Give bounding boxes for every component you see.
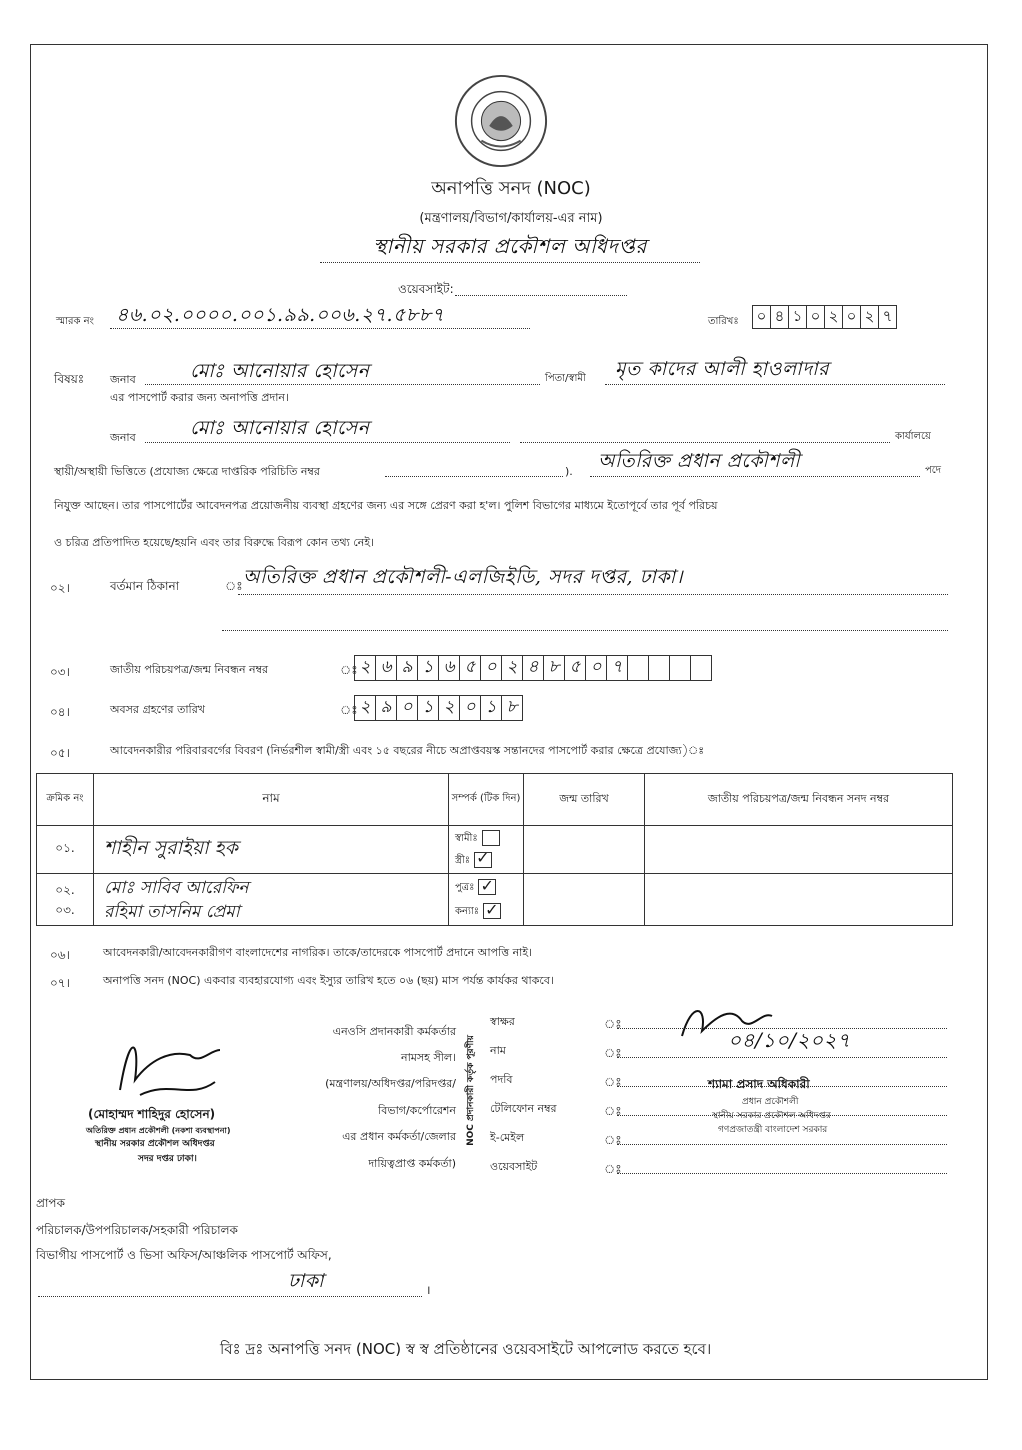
recipient-city: ঢাকা xyxy=(288,1270,325,1292)
retire-digit: ০ xyxy=(396,695,418,721)
item-06-text: আবেদনকারী/আবেদনকারীগণ বাংলাদেশের নাগরিক। তাকে/তাদেরকে পাসপোর্ট প্রদানে আপত্তি নাই। xyxy=(103,946,533,959)
serial-2: ০২. xyxy=(55,882,75,897)
issuer-line: বিভাগ/কর্পোরেশন xyxy=(378,1104,456,1117)
row-serial: ০১. xyxy=(37,826,94,874)
item-06-number: ০৬। xyxy=(50,948,70,962)
nid-digit: ৬ xyxy=(375,655,397,681)
field-label: ই-মেইল xyxy=(490,1131,525,1144)
daughter-name: রহিমা তাসনিম প্রেমা xyxy=(104,901,240,922)
field-label: নাম xyxy=(490,1044,506,1057)
field-label: স্বাক্ষর xyxy=(490,1015,515,1028)
office-name: স্থানীয় সরকার প্রকৌশল অধিদপ্তর xyxy=(373,234,647,258)
body-applicant-name: মোঃ আনোয়ার হোসেন xyxy=(190,417,370,439)
nid-digit xyxy=(690,655,712,681)
date-digit: ২ xyxy=(824,305,843,329)
nid-digit: ৭ xyxy=(606,655,628,681)
vertical-note: NOC প্রদানকারী কর্তৃক পূরণীয় xyxy=(465,1035,476,1146)
retire-digit: ২ xyxy=(354,695,376,721)
wife-checkbox[interactable] xyxy=(474,852,492,868)
husband-checkbox[interactable] xyxy=(482,830,500,846)
official-id-line xyxy=(385,476,563,477)
issuer-line: (মন্ত্রণালয়/অধিদপ্তর/পরিদপ্তর/ xyxy=(325,1077,456,1090)
table-row xyxy=(37,826,953,874)
nid-digit: ৯ xyxy=(396,655,418,681)
nid-digit: ৮ xyxy=(543,655,565,681)
body-line3: নিযুক্ত আছেন। তার পাসপোর্টের আবেদনপত্র প্রয়োজনীয় ব্যবস্থা গ্রহণের জন্য এর সঙ্গে প্রেরণ করা হ'ল। পুলিশ বিভাগের মাধ্যমে ইতোপূর্বে তার পূর্ব পরিচয় xyxy=(54,499,718,512)
retire-digit: ১ xyxy=(417,695,439,721)
nid-digit: ০ xyxy=(480,655,502,681)
row-name: শাহীন সুরাইয়া হক xyxy=(94,826,449,874)
website-line xyxy=(455,295,627,296)
item-07-number: ০৭। xyxy=(50,976,70,990)
office-line xyxy=(520,442,890,443)
row-relation xyxy=(449,826,524,874)
recipient-line-2: বিভাগীয় পাসপোর্ট ও ভিসা অফিস/আঞ্চলিক পাসপোর্ট অফিস, xyxy=(36,1248,332,1262)
row-nid xyxy=(645,874,953,926)
issuer-line: নামসহ সীল। xyxy=(401,1051,456,1064)
memo-label: স্মারক নং xyxy=(56,316,94,327)
row-relation xyxy=(449,874,524,926)
stamp-name: শ্যামা প্রসাদ অধিকারী xyxy=(708,1077,810,1091)
recipient-city-line xyxy=(38,1296,422,1297)
row-dob xyxy=(524,826,645,874)
header-name: নাম xyxy=(94,774,449,826)
date-digit: ৪ xyxy=(770,305,789,329)
relation-label: স্বামীঃ xyxy=(455,832,478,844)
father-label: পিতা/স্বামী xyxy=(545,373,586,384)
nid-digit xyxy=(669,655,691,681)
government-seal-icon xyxy=(452,72,550,170)
item-04-number: ০৪। xyxy=(50,705,70,719)
header-relation: সম্পর্ক (টিক দিন) xyxy=(449,774,524,826)
page-title: অনাপত্তি সনদ (NOC) xyxy=(431,178,591,199)
date-digit: ০ xyxy=(842,305,861,329)
website-field-line xyxy=(617,1173,947,1174)
table-row xyxy=(37,874,953,926)
nid-digit: ৫ xyxy=(459,655,481,681)
field-label: ওয়েবসাইট xyxy=(490,1160,538,1173)
name-line xyxy=(617,1057,947,1058)
serial-3: ০৩. xyxy=(55,902,75,917)
retire-digit: ২ xyxy=(438,695,460,721)
retire-digit: ৯ xyxy=(375,695,397,721)
stamp-title: প্রধান প্রকৌশলী xyxy=(742,1097,799,1107)
left-stamp-title: অতিরিক্ত প্রধান প্রকৌশলী (নকশা ব্যবস্থাপনা) xyxy=(86,1126,231,1135)
date-label: তারিখঃ xyxy=(708,316,739,327)
body-name-line xyxy=(145,442,510,443)
nid-digit: ৫ xyxy=(564,655,586,681)
header-serial: ক্রমিক নং xyxy=(37,774,94,826)
nid-digit: ৪ xyxy=(522,655,544,681)
memo-line xyxy=(110,328,530,329)
footer-note: বিঃ দ্রঃ অনাপত্তি সনদ (NOC) স্ব স্ব প্রতিষ্ঠানের ওয়েবসাইটে আপলোড করতে হবে। xyxy=(220,1340,712,1358)
stamp-org: স্থানীয় সরকার প্রকৌশল অধিদপ্তর xyxy=(712,1111,831,1121)
office-name-line xyxy=(320,262,700,263)
son-checkbox[interactable] xyxy=(478,879,496,895)
item-05-number: ০৫। xyxy=(50,746,70,760)
item-07-text: অনাপত্তি সনদ (NOC) একবার ব্যবহারযোগ্য এবং ইস্যুর তারিখ হতে ০৬ (ছয়) মাস পর্যন্ত কার্যকর থাকবে। xyxy=(103,974,554,987)
date-digit: ০ xyxy=(752,305,771,329)
subject-suffix: এর পাসপোর্ট করার জন্য অনাপত্তি প্রদান। xyxy=(110,391,289,404)
date-digit: ২ xyxy=(860,305,879,329)
issuer-line: এনওসি প্রদানকারী কর্মকর্তার xyxy=(332,1025,456,1038)
email-line xyxy=(617,1144,947,1145)
row-dob xyxy=(524,874,645,926)
nid-digit: ১ xyxy=(417,655,439,681)
header-nid: জাতীয় পরিচয়পত্র/জন্ম নিবন্ধন সনদ নম্বর xyxy=(645,774,953,826)
relation-label: পুত্রঃ xyxy=(455,881,475,893)
nid-digit: ২ xyxy=(354,655,376,681)
body-line2-close: ). xyxy=(565,465,573,478)
retirement-date-boxes xyxy=(355,695,523,721)
father-name-line xyxy=(605,384,945,385)
nid-digit xyxy=(627,655,649,681)
retire-digit: ০ xyxy=(459,695,481,721)
post-suffix: পদে xyxy=(925,465,942,476)
left-stamp-address: সদর দপ্তর ঢাকা। xyxy=(138,1154,197,1164)
nid-digit: ৬ xyxy=(438,655,460,681)
designation-line xyxy=(590,476,920,477)
stamp-gov: গণপ্রজাতন্ত্রী বাংলাদেশ সরকার xyxy=(718,1125,828,1135)
row-nid xyxy=(645,826,953,874)
field-label: টেলিফোন নম্বর xyxy=(490,1102,557,1115)
issuer-line: দায়িত্বপ্রাপ্ত কর্মকর্তা) xyxy=(368,1157,456,1170)
table-header-row xyxy=(37,774,953,826)
date-boxes xyxy=(753,305,897,329)
row-serial xyxy=(37,874,94,926)
left-stamp-name: (মোহাম্মদ শাহিদুর হোসেন) xyxy=(88,1107,216,1121)
daughter-checkbox[interactable] xyxy=(483,903,501,919)
recipient-end: । xyxy=(426,1283,431,1297)
relation-label: স্ত্রীঃ xyxy=(455,854,471,866)
memo-number: ৪৬.০২.০০০০.০০১.৯৯.০০৬.২৭.৫৮৮৭ xyxy=(116,304,445,326)
relation-label: কন্যাঃ xyxy=(455,905,480,917)
row-name xyxy=(94,874,449,926)
subject-label: বিষয়ঃ xyxy=(54,372,85,386)
body-line4: ও চরিত্র প্রতিপাদিত হয়েছে/হয়নি এবং তার বিরুদ্ধে বিরূপ কোন তথ্য নেই। xyxy=(54,536,374,549)
applicant-name-line xyxy=(145,384,540,385)
item-05-label: আবেদনকারীর পরিবারবর্গের বিবরণ (নির্ভরশীল স্বামী/স্ত্রী এবং ১৫ বছরের নীচে অপ্রাপ্তবয়স্ক সন্তানদের পাসপোর্ট করার ক্ষেত্রে প্রযোজ্য)ঃ xyxy=(110,744,705,757)
applicant-name: মোঃ আনোয়ার হোসেন xyxy=(190,360,370,382)
son-name: মোঃ সাবিব আরেফিন xyxy=(104,877,249,898)
website-label: ওয়েবসাইট: xyxy=(398,282,454,296)
office-suffix: কার্যালয়ে xyxy=(895,431,931,442)
item-03-label: জাতীয় পরিচয়পত্র/জন্ম নিবন্ধন নম্বর xyxy=(110,663,269,676)
item-04-label: অবসর গ্রহণের তারিখ xyxy=(110,703,205,716)
designation: অতিরিক্ত প্রধান প্রকৌশলী xyxy=(598,450,801,472)
family-table xyxy=(36,773,953,926)
nid-digit: ০ xyxy=(585,655,607,681)
recipient-label: প্রাপক xyxy=(36,1196,65,1210)
retire-digit: ১ xyxy=(480,695,502,721)
address-line-2 xyxy=(222,630,948,631)
item-02-label: বর্তমান ঠিকানা xyxy=(110,579,180,593)
signature-date: ০৪/১০/২০২৭ xyxy=(728,1028,851,1052)
address-line-1 xyxy=(238,594,948,595)
left-signature-icon xyxy=(100,1020,240,1110)
father-name: মৃত কাদের আলী হাওলাদার xyxy=(615,358,830,380)
recipient-line-1: পরিচালক/উপপরিচালক/সহকারী পরিচালক xyxy=(36,1223,238,1237)
current-address: অতিরিক্ত প্রধান প্রকৌশলী-এলজিইডি, সদর দপ্তর, ঢাকা। xyxy=(243,566,683,588)
left-stamp-org: স্থানীয় সরকার প্রকৌশল অধিদপ্তর xyxy=(95,1139,215,1149)
body-mr-label: জনাব xyxy=(110,431,136,444)
item-02-number: ০২। xyxy=(50,581,70,595)
date-digit: ১ xyxy=(788,305,807,329)
nid-digit: ২ xyxy=(501,655,523,681)
noc-form-page: অনাপত্তি সনদ (NOC) (মন্ত্রণালয়/বিভাগ/কার্যালয়-এর নাম) স্থানীয় সরকার প্রকৌশল অধিদপ্তর ওয়েবসাইট: স্মারক নং ৪৬.০২.০০০০.০০১.৯৯.০০৬.২৭.৫৮৮৭ তারিখঃ ০ ৪ ১ ০ ২ ০ ২ ৭ বিষয়ঃ জনাব মোঃ আনোয়ার হোসেন পিতা/স্বামী মৃত কাদের আলী হাওলাদার এর পাসপোর্ট করার জন্য অনাপত্তি প্রদান। জনাব মোঃ আনোয়ার হোসেন কার্যালয়ে স্থায়ী/অস্থায়ী ভিত্তিতে (প্রযোজ্য ক্ষেত্রে দাপ্তরিক পরিচিতি নম্বর ). অতিরিক্ত প্রধান প্রকৌশলী পদে নিযুক্ত আছেন। তার পাসপোর্টের আবেদনপত্র প্রয়োজনীয় ব্যবস্থা গ্রহণের জন্য এর সঙ্গে প্রেরণ করা হ'ল। পুলিশ বিভাগের মাধ্যমে ইতোপূর্বে তার পূর্ব পরিচয় ও চরিত্র প্রতিপাদিত হয়েছে/হয়নি এবং তার বিরুদ্ধে বিরূপ কোন তথ্য নেই। ০২। বর্তমান ঠিকানা ঃ অতিরিক্ত প্রধান প্রকৌশলী-এলজিইডি, সদর দপ্তর, ঢাকা। ০৩। জাতীয় পরিচয়পত্র/জন্ম নিবন্ধন নম্বর ঃ ২ ৬ ৯ ১ ৬ ৫ ০ ২ ৪ ৮ ৫ ০ ৭ ০৪। অবসর গ্রহণের তারিখ ঃ ২ ৯ ০ ১ ২ ০ ১ ৮ ০৫। আবেদনকারীর পরিবারবর্গের বিবরণ (নির্ভরশীল স্বামী/স্ত্রী এবং ১৫ বছরের নীচে অপ্রাপ্তবয়স্ক সন্তানদের পাসপোর্ট করার ক্ষেত্রে প্রযোজ্য)ঃ ক্রমিক নং নাম সম্পর্ক (টিক দিন) জন্ম তারিখ জাতীয় পরিচয়পত্র/জন্ম নিবন্ধন সনদ নম্বর ০১. শাহীন সুরাইয়া হক স্বামীঃ স্ত্রীঃ✓ ০২. ০৩. মোঃ সাবিব আরেফিন রহিমা তাসনিম প্রেমা পুত্রঃ✓ কন্যাঃ✓ ০৬। আবেদনকারী/আবেদনকারীগণ বাংলাদেশের নাগরিক। তাকে/তাদেরকে পাসপোর্ট প্রদানে আপত্তি নাই। ০৭। অনাপত্তি সনদ (NOC) একবার ব্যবহারযোগ্য এবং ইস্যুর তারিখ হতে ০৬ (ছয়) মাস পর্যন্ত কার্যকর থাকবে। (মোহাম্মদ শাহিদুর হোসেন) অতিরিক্ত প্রধান প্রকৌশলী (নকশা ব্যবস্থাপনা) স্থানীয় সরকার প্রকৌশল অধিদপ্তর সদর দপ্তর ঢাকা। এনওসি প্রদানকারী কর্মকর্তার নামসহ সীল। (মন্ত্রণালয়/অধিদপ্তর/পরিদপ্তর/ বিভাগ/কর্পোরেশন এর প্রধান কর্মকর্তা/জেলার দায়িত্বপ্রাপ্ত কর্মকর্তা) NOC প্রদানকারী কর্তৃক পূরণীয় স্বাক্ষর নাম পদবি টেলিফোন নম্বর ই-মেইল ওয়েবসাইট ঃ ঃ ঃ ঃ ঃ ঃ ০৪/১০/২০২৭ শ্যামা প্রসাদ অধিকারী প্রধান প্রকৌশলী স্থানীয় সরকার প্রকৌশল অধিদপ্তর গণপ্রজাতন্ত্রী বাংলাদেশ সরকার প্রাপক পরিচালক/উপপরিচালক/সহকারী পরিচালক বিভাগীয় পাসপোর্ট ও ভিসা অফিস/আঞ্চলিক পাসপোর্ট অফিস, ঢাকা । বিঃ দ্রঃ অনাপত্তি সনদ (NOC) স্ব স্ব প্রতিষ্ঠানের ওয়েবসাইটে আপলোড করতে হবে। xyxy=(0,0,1022,1450)
body-line2-prefix: স্থায়ী/অস্থায়ী ভিত্তিতে (প্রযোজ্য ক্ষেত্রে দাপ্তরিক পরিচিতি নম্বর xyxy=(54,465,320,478)
field-label: পদবি xyxy=(490,1073,513,1086)
header-dob: জন্ম তারিখ xyxy=(524,774,645,826)
date-digit: ৭ xyxy=(878,305,897,329)
page-subtitle: (মন্ত্রণালয়/বিভাগ/কার্যালয়-এর নাম) xyxy=(419,211,603,226)
retire-digit: ৮ xyxy=(501,695,523,721)
date-digit: ০ xyxy=(806,305,825,329)
nid-digit xyxy=(648,655,670,681)
issuer-line: এর প্রধান কর্মকর্তা/জেলার xyxy=(342,1130,456,1143)
subject-mr-label: জনাব xyxy=(110,373,136,386)
nid-boxes xyxy=(355,655,712,681)
item-03-number: ০৩। xyxy=(50,665,70,679)
